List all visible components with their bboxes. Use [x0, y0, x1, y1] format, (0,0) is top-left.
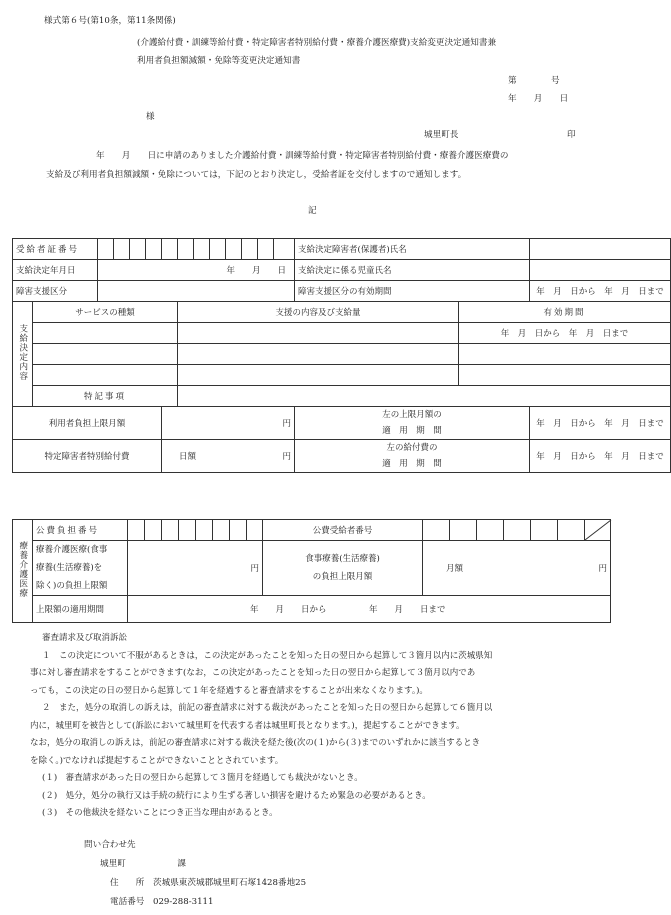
- document-number: 第 号: [508, 76, 560, 86]
- burden-limit-period-label: 左の上限月額の 適 用 期 間: [295, 407, 530, 440]
- public-recipient-digit-box: [504, 520, 531, 541]
- class-valid-period-value: 年 月 日から 年 月 日まで: [530, 281, 671, 302]
- public-burden-no-label: 公費負担番号: [33, 520, 128, 541]
- contact-office: 城里町 課: [100, 859, 186, 869]
- contact-heading: 問い合わせ先: [84, 840, 136, 850]
- public-recipient-digit-box: [423, 520, 450, 541]
- ki-heading: 記: [308, 206, 317, 216]
- appeal-section: [30, 630, 590, 823]
- phone-label: 電話番号: [110, 897, 145, 907]
- public-burden-digit-box: [196, 520, 213, 541]
- recipient-no-digit-box: [274, 239, 295, 260]
- notice-body-line-2: 支給及び利用者負担額減額・免除については，下記のとおり決定し，受給者証を交付しますので通知します。: [46, 170, 467, 180]
- support-content-cell: [178, 365, 459, 386]
- service-valid-period: 年 月 日から 年 月 日まで: [459, 323, 671, 344]
- title-line-2: 利用者負担額減額・免除等変更決定通知書: [137, 56, 301, 66]
- burden-limit-label: 利用者負担上限月額: [13, 407, 162, 440]
- daily-amount-label: 日額: [179, 452, 197, 462]
- medical-care-side-label: 療養介護医療: [13, 520, 33, 623]
- phone-value: 029-288-3111: [153, 897, 214, 907]
- public-burden-digit-box: [247, 520, 263, 541]
- form-number: 様式第６号(第10条，第11条関係): [44, 16, 176, 26]
- public-burden-digit-box: [230, 520, 247, 541]
- public-recipient-digit-box: [558, 520, 585, 541]
- addressee-suffix: 様: [146, 112, 155, 122]
- meal-limit-yen: 円: [598, 564, 608, 574]
- public-recipient-digit-box: [450, 520, 477, 541]
- recipient-no-digit-box: [98, 239, 114, 260]
- public-recipient-no-label: 公費受給者番号: [263, 520, 423, 541]
- recipient-no-digit-box: [146, 239, 162, 260]
- appeal-item-1: (１) 審査請求があった日の翌日から起算して３箇月を経過しても裁決がないとき。: [42, 773, 363, 783]
- diagonal-strike-line: [585, 520, 611, 540]
- recipient-no-digit-box: [178, 239, 194, 260]
- meal-limit-label: 食事療養(生活療養) の負担上限月額: [263, 541, 423, 596]
- notice-body-line-1: 年 月 日に申請のありました介護給付費・訓練等給付費・特定障害者特別給付費・療養介護医療費の: [96, 151, 509, 161]
- burden-limit-yen: 円: [162, 407, 295, 440]
- medical-limit-yen: 円: [128, 541, 263, 596]
- benefit-period-value: 年 月 日から 年 月 日まで: [530, 440, 671, 473]
- appeal-p1-line3: っても，この決定の日の翌日から起算して１年を経過すると審査請求をすることが出来なくなります。)。: [30, 685, 428, 696]
- title-line-1: (介護給付費・訓練等給付費・特定障害者特別給付費・療養介護医療費)支給変更決定通知書兼: [137, 38, 497, 48]
- support-content-header: 支援の内容及び支給量: [178, 302, 459, 323]
- decision-content-side-label: 支給決定内容: [13, 302, 33, 407]
- special-notes-value: [178, 386, 671, 407]
- decision-table: [12, 238, 671, 473]
- recipient-no-digit-box: [258, 239, 274, 260]
- recipient-no-digit-box: [130, 239, 146, 260]
- appeal-p2-line3: なお，処分の取消しの訴えは，前記の審査請求に対する裁決を経た後(次の(１)から(３)までのいずれかに該当するとき: [30, 738, 481, 748]
- appeal-p1-line2: 事に対し審査請求をすることができます(なお，この決定があったことを知った日の翌日から起算して３箇月以内であ: [30, 668, 476, 678]
- recipient-no-digit-box: [242, 239, 258, 260]
- public-burden-digit-box: [145, 520, 162, 541]
- public-burden-digit-box: [213, 520, 230, 541]
- decision-date-value: 年 月 日: [98, 260, 295, 281]
- service-type-cell: [33, 323, 178, 344]
- special-notes-label: 特記事項: [33, 386, 178, 407]
- child-name-value: [530, 260, 671, 281]
- seal-mark: 印: [567, 130, 576, 140]
- contact-address: [110, 876, 306, 888]
- guardian-name-value: [530, 239, 671, 260]
- service-type-cell: [33, 365, 178, 386]
- disability-class-label: 障害支援区分: [13, 281, 98, 302]
- appeal-item-3: (３) その他裁決を経ないことにつき正当な理由があるとき。: [42, 808, 278, 818]
- recipient-no-digit-box: [210, 239, 226, 260]
- service-type-header: サービスの種類: [33, 302, 178, 323]
- special-benefit-amount: [162, 440, 295, 473]
- appeal-heading: 審査請求及び取消訴訟: [42, 633, 128, 643]
- service-type-cell: [33, 344, 178, 365]
- appeal-item-2: (２) 処分，処分の執行又は手続の続行により生ずる著しい損害を避けるため緊急の必要があるとき。: [42, 790, 431, 801]
- appeal-p2-line4: を除く。)でなければ提起することができないこととされています。: [30, 755, 284, 766]
- medical-limit-label: 療養介護医療(食事 療養(生活療養)を 除く)の負担上限額: [33, 541, 128, 596]
- appeal-p2-line1: ２ また，処分の取消しの訴えは，前記の審査請求に対する裁決があったことを知った日の翌日から起算して６箇月以: [42, 703, 493, 713]
- monthly-amount-label: 月額: [446, 564, 464, 574]
- issue-date: 年 月 日: [508, 94, 569, 104]
- disability-class-value: [98, 281, 295, 302]
- contact-phone: [110, 895, 213, 907]
- address-value: 茨城県東茨城郡城里町石塚1428番地25: [153, 878, 307, 888]
- meal-limit-amount: [423, 541, 611, 596]
- medical-care-table: [12, 519, 611, 623]
- limit-apply-period-label: 上限額の適用期間: [33, 596, 128, 623]
- recipient-no-digit-box: [226, 239, 242, 260]
- valid-period-header: 有効期間: [459, 302, 671, 323]
- recipient-no-label: 受給者証番号: [13, 239, 98, 260]
- public-recipient-digit-box: [477, 520, 504, 541]
- support-content-cell: [178, 344, 459, 365]
- benefit-period-label: 左の給付費の 適 用 期 間: [295, 440, 530, 473]
- support-content-cell: [178, 323, 459, 344]
- burden-limit-period-value: 年 月 日から 年 月 日まで: [530, 407, 671, 440]
- public-burden-digit-box: [162, 520, 179, 541]
- appeal-p1-line1: １ この決定について不服があるときは，この決定があったことを知った日の翌日から起算して３箇月以内に茨城県知: [42, 650, 493, 661]
- public-recipient-digit-box: [531, 520, 558, 541]
- decision-date-label: 支給決定年月日: [13, 260, 98, 281]
- service-valid-period: [459, 365, 671, 386]
- public-burden-digit-box: [179, 520, 196, 541]
- class-valid-period-label: 障害支援区分の有効期間: [295, 281, 530, 302]
- special-benefit-yen: 円: [282, 452, 292, 462]
- issuer-name: 城里町長: [424, 130, 459, 140]
- public-recipient-digit-box-struck: [585, 520, 611, 541]
- appeal-p2-line2: 内に，城里町を被告として(訴訟において城里町を代表する者は城里町長となります。)，提起することができます。: [30, 720, 465, 731]
- recipient-no-digit-box: [114, 239, 130, 260]
- special-benefit-label: 特定障害者特別給付費: [13, 440, 162, 473]
- address-label: 住 所: [110, 878, 145, 888]
- child-name-label: 支給決定に係る児童氏名: [295, 260, 530, 281]
- recipient-no-digit-box: [194, 239, 210, 260]
- guardian-name-label: 支給決定障害者(保護者)氏名: [295, 239, 530, 260]
- service-valid-period: [459, 344, 671, 365]
- recipient-no-digit-box: [162, 239, 178, 260]
- limit-apply-period-value: 年 月 日から 年 月 日まで: [128, 596, 611, 623]
- public-burden-digit-box: [128, 520, 145, 541]
